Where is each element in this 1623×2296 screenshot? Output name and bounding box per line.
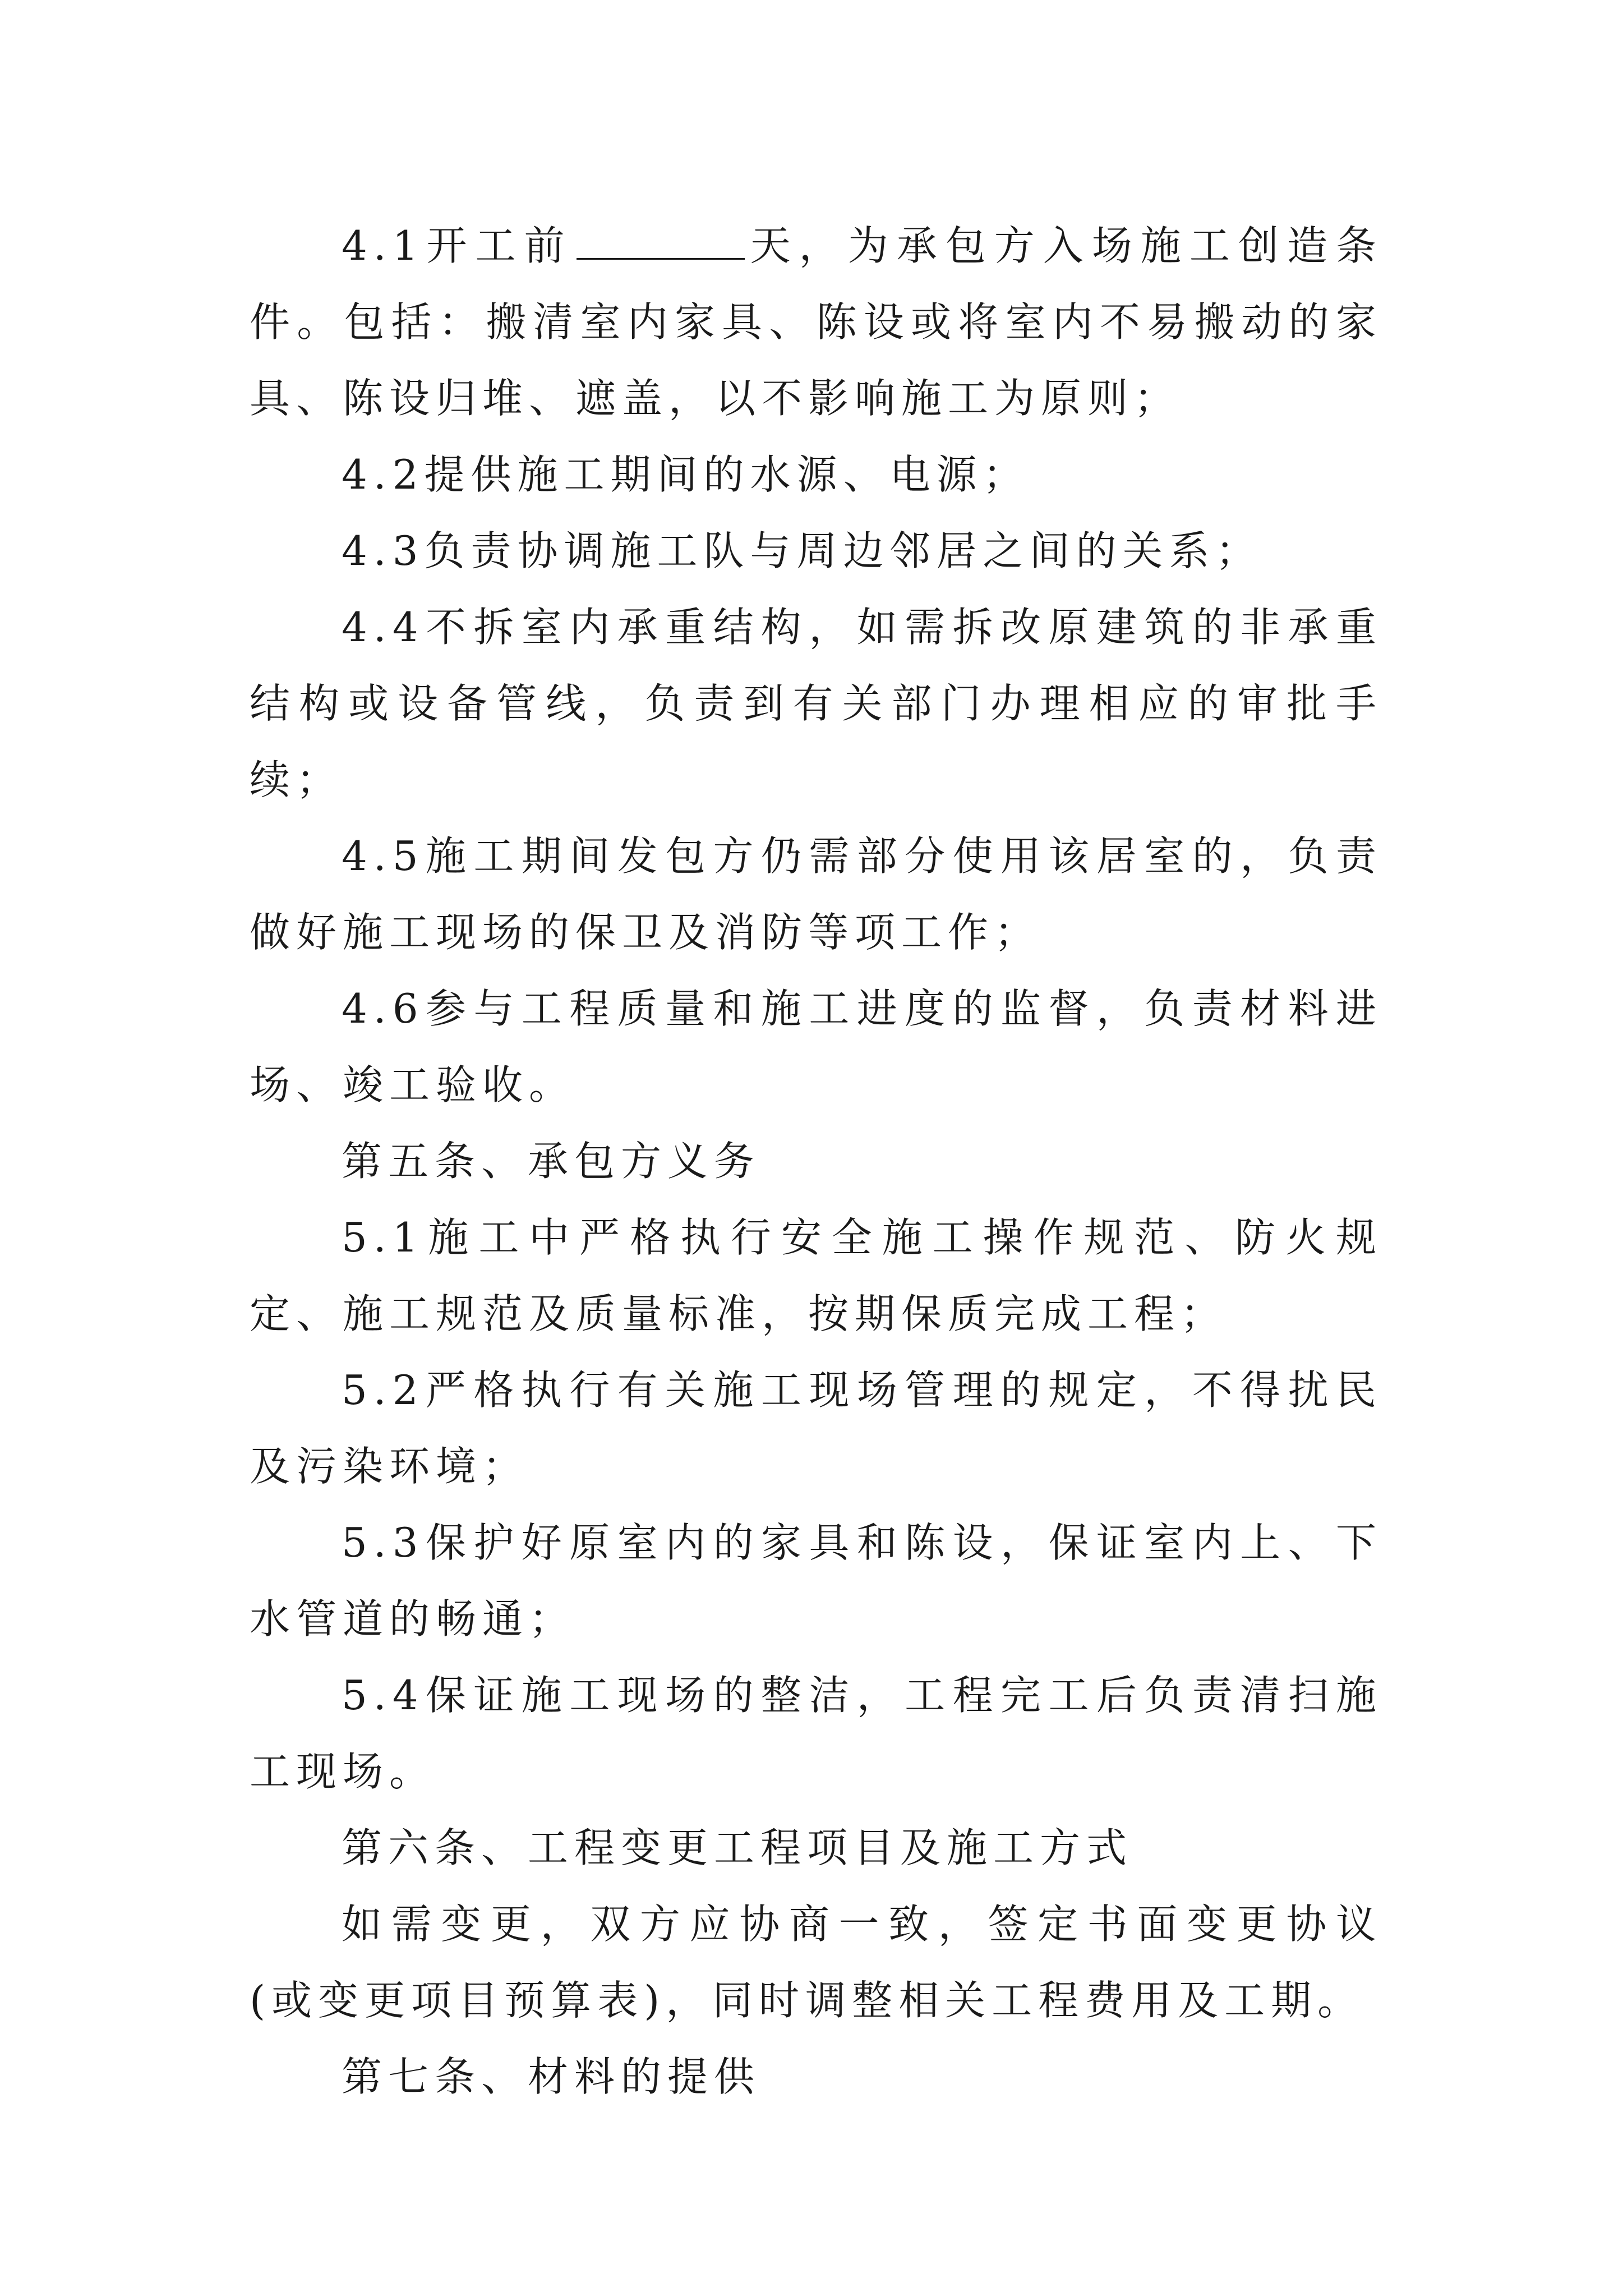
article-6-body: 如需变更，双方应协商一致，签定书面变更协议(或变更项目预算表)，同时调整相关工程费用及工期。 (250, 1901, 1382, 2024)
clause-4-6: 4.6参与工程质量和施工进度的监督，负责材料进场、竣工验收。 (250, 985, 1382, 1108)
article-6-heading: 第六条、工程变更工程项目及施工方式 (342, 1824, 1133, 1871)
clause-4-4: 4.4不拆室内承重结构，如需拆改原建筑的非承重结构或设备管线，负责到有关部门办理相应的审批手续； (250, 604, 1382, 803)
clause-5-4: 5.4保证施工现场的整洁，工程完工后负责清扫施工现场。 (250, 1672, 1382, 1795)
clause-4-2: 4.2提供施工期间的水源、电源； (342, 451, 1030, 498)
clause-5-3: 5.3保护好原室内的家具和陈设，保证室内上、下水管道的畅通； (250, 1519, 1382, 1642)
clause-4-5: 4.5施工期间发包方仍需部分使用该居室的，负责做好施工现场的保卫及消防等项工作； (250, 832, 1382, 956)
clause-5-1: 5.1施工中严格执行安全施工操作规范、防火规定、施工规范及质量标准，按期保质完成工程； (250, 1214, 1382, 1337)
clause-4-1-prefix: 4.1开工前 (342, 222, 573, 269)
days-blank-field (577, 224, 745, 260)
article-5-heading: 第五条、承包方义务 (342, 1138, 761, 1185)
article-7-heading: 第七条、材料的提供 (342, 2053, 761, 2100)
document-body (250, 208, 1382, 2115)
clause-4-1-text: 天，为承包方入场施工创造条件。包括：搬清室内家具、陈设或将室内不易搬动的家具、陈设归堆、遮盖，以不影响施工为原则； (250, 222, 1382, 422)
clause-4-3: 4.3负责协调施工队与周边邻居之间的关系； (342, 527, 1262, 574)
clause-4-1 (250, 208, 1382, 436)
clause-5-2: 5.2严格执行有关施工现场管理的规定，不得扰民及污染环境； (250, 1366, 1382, 1490)
